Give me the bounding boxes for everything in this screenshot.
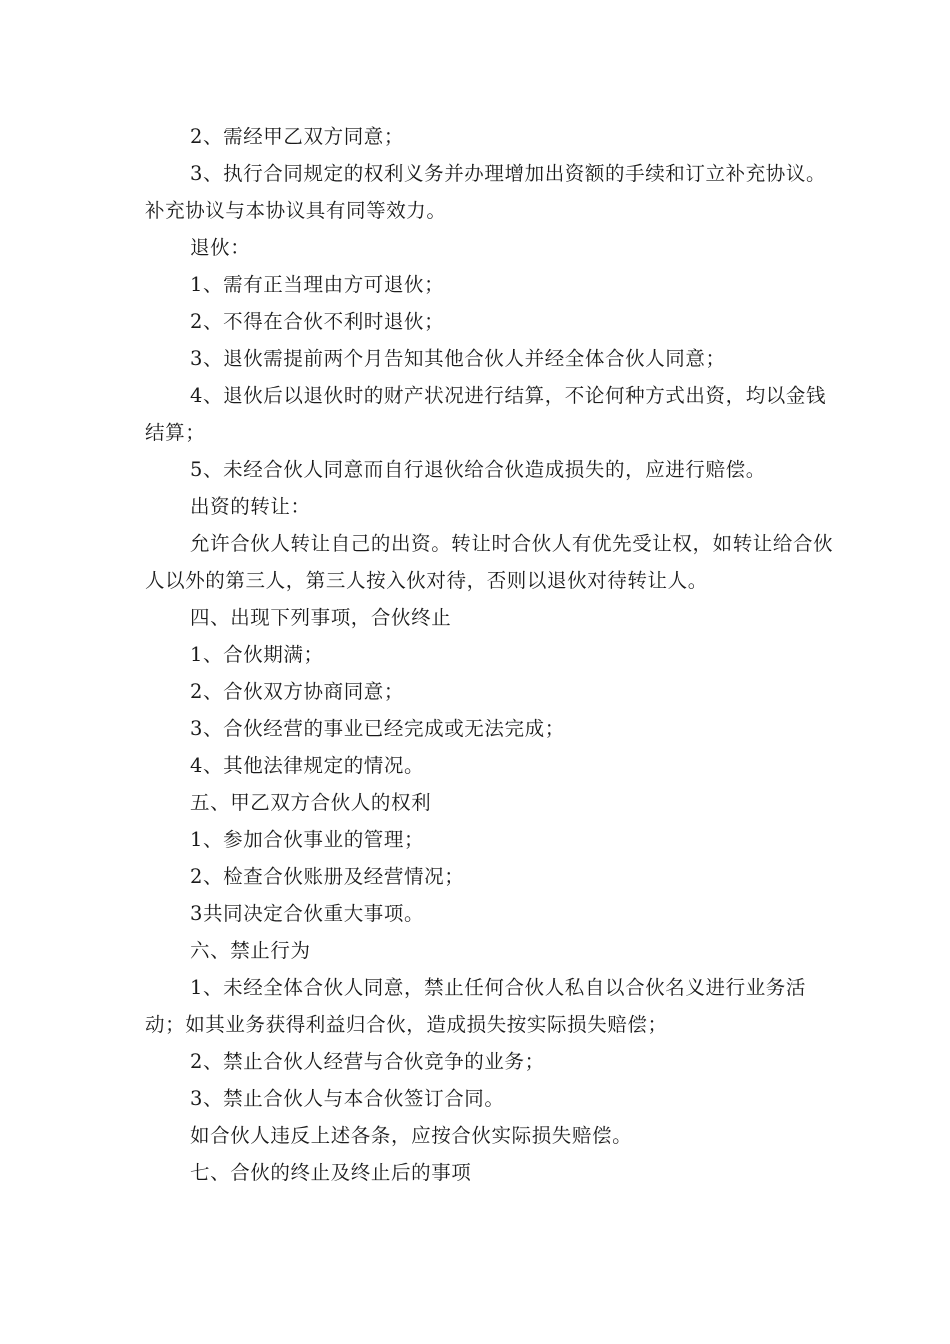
section-heading: 六、禁止行为 — [190, 939, 311, 962]
paragraph: 3、退伙需提前两个月告知其他合伙人并经全体合伙人同意； — [190, 347, 726, 370]
section-heading: 四、出现下列事项，合伙终止 — [190, 606, 452, 629]
section-heading: 退伙： — [190, 236, 251, 259]
paragraph: 5、未经合伙人同意而自行退伙给合伙造成损失的，应进行赔偿。 — [190, 458, 766, 481]
paragraph: 2、检查合伙账册及经营情况； — [190, 865, 465, 888]
paragraph: 如合伙人违反上述各条，应按合伙实际损失赔偿。 — [190, 1124, 633, 1147]
paragraph: 3、合伙经营的事业已经完成或无法完成； — [190, 717, 565, 740]
paragraph: 4、退伙后以退伙时的财产状况进行结算，不论何种方式出资，均以金钱结算； — [145, 384, 827, 444]
paragraph: 1、未经全体合伙人同意，禁止任何合伙人私自以合伙名义进行业务活动；如其业务获得利益归合伙，造成损失按实际损失赔偿； — [145, 976, 807, 1036]
paragraph: 2、不得在合伙不利时退伙； — [190, 310, 445, 333]
section-heading: 出资的转让： — [190, 495, 311, 518]
paragraph: 4、其他法律规定的情况。 — [190, 754, 425, 777]
paragraph: 2、合伙双方协商同意； — [190, 680, 405, 703]
section-heading: 七、合伙的终止及终止后的事项 — [190, 1161, 472, 1184]
paragraph: 1、合伙期满； — [190, 643, 324, 666]
paragraph: 3、禁止合伙人与本合伙签订合同。 — [190, 1087, 505, 1110]
paragraph: 1、需有正当理由方可退伙； — [190, 273, 445, 296]
section-heading: 五、甲乙双方合伙人的权利 — [190, 791, 432, 814]
paragraph: 3、执行合同规定的权利义务并办理增加出资额的手续和订立补充协议。补充协议与本协议具有同等效力。 — [145, 162, 827, 222]
paragraph: 2、禁止合伙人经营与合伙竞争的业务； — [190, 1050, 545, 1073]
paragraph: 3共同决定合伙重大事项。 — [190, 902, 425, 925]
paragraph: 1、参加合伙事业的管理； — [190, 828, 425, 851]
document-body — [145, 118, 835, 1191]
paragraph: 2、需经甲乙双方同意； — [190, 125, 405, 148]
paragraph: 允许合伙人转让自己的出资。转让时合伙人有优先受让权，如转让给合伙人以外的第三人，第三人按入伙对待，否则以退伙对待转让人。 — [145, 532, 834, 592]
